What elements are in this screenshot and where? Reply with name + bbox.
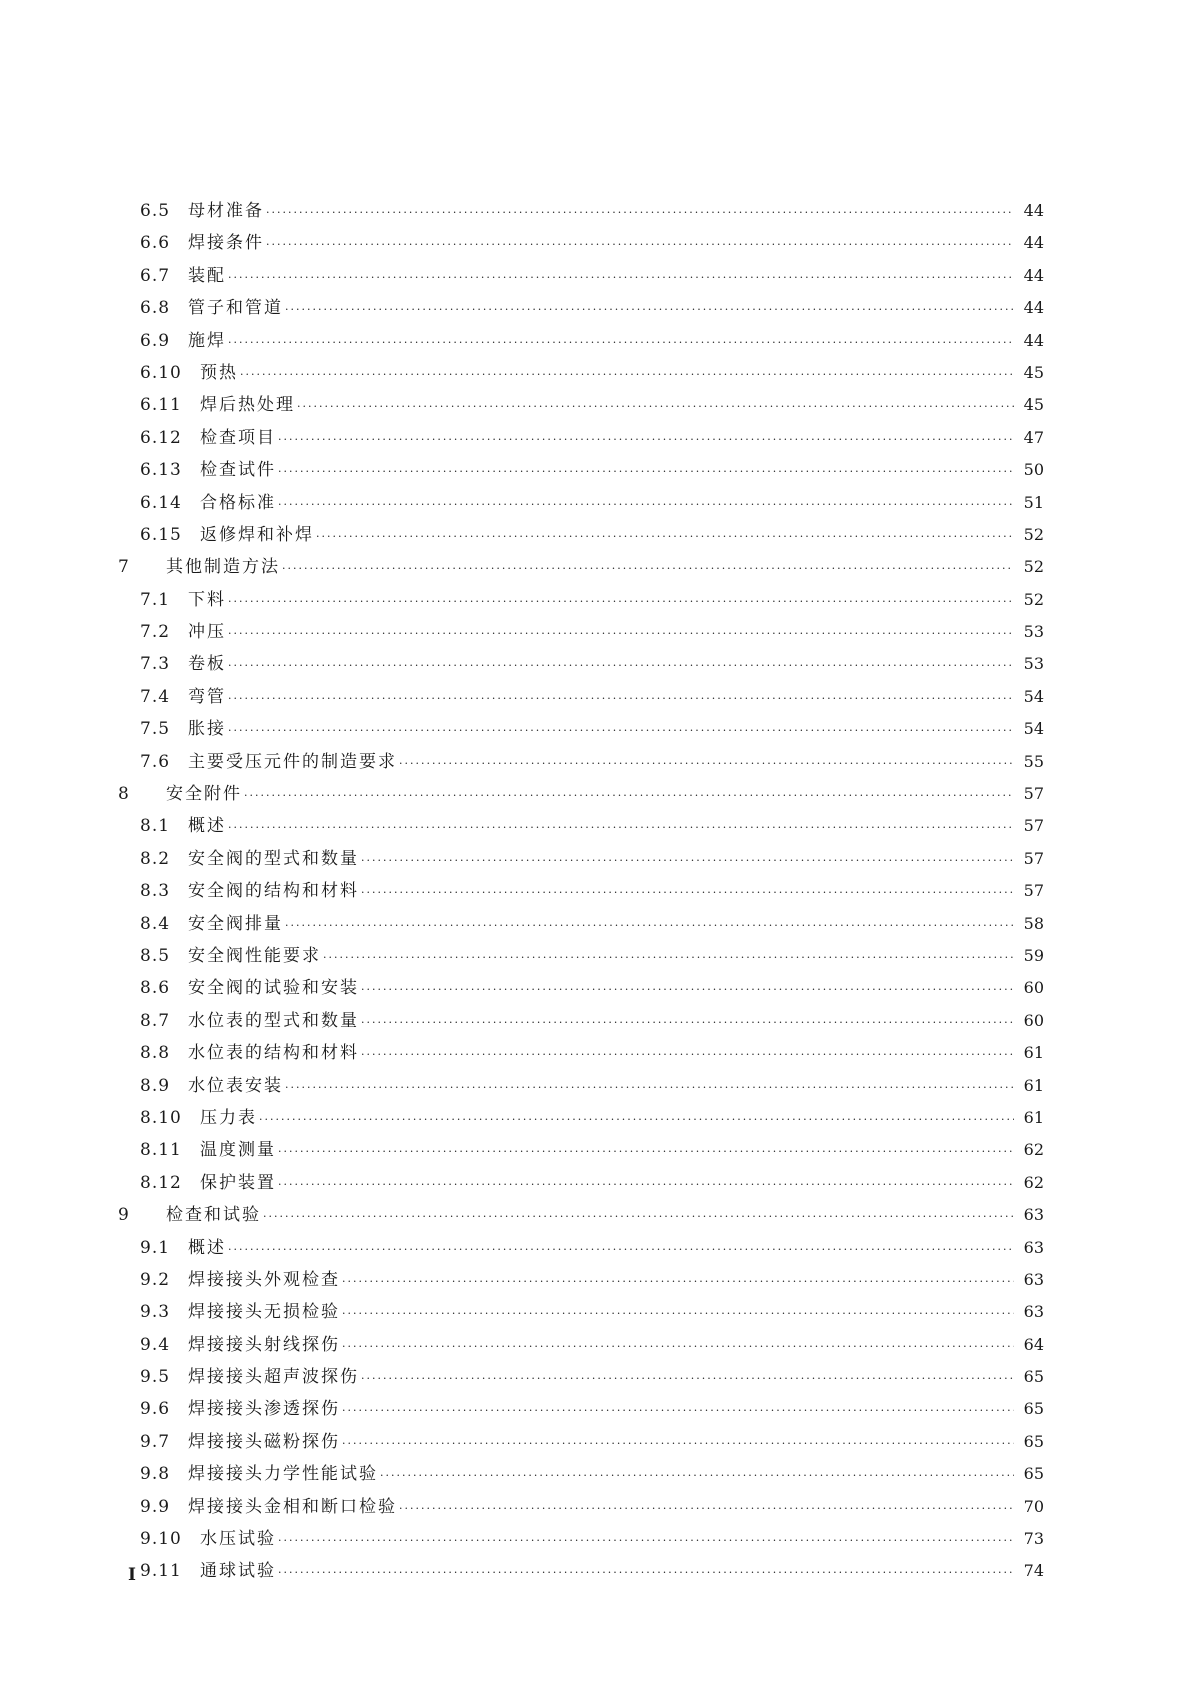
toc-entry-number: 9.3 (140, 1302, 171, 1323)
toc-entry-title: 其他制造方法 (166, 557, 280, 578)
toc-entry-number: 8.9 (140, 1075, 171, 1096)
toc-entry-number: 8.4 (140, 913, 171, 934)
dot-leader (228, 692, 1014, 705)
toc-entry-page: 64 (1023, 1334, 1044, 1354)
dot-leader (285, 1081, 1014, 1094)
dot-leader (228, 659, 1014, 672)
toc-entry-title: 焊接接头射线探伤 (188, 1334, 340, 1355)
toc-entry (118, 423, 1044, 455)
toc-entry-page: 61 (1023, 1043, 1044, 1063)
toc-entry-number: 8.5 (140, 945, 171, 966)
toc-entry-number: 9.5 (140, 1367, 171, 1388)
toc-entry-title: 焊接接头渗透探伤 (188, 1399, 340, 1420)
toc-entry (118, 1168, 1044, 1200)
toc-entry-page: 57 (1023, 881, 1044, 901)
toc-entry-title: 检查试件 (200, 460, 276, 481)
toc-entry (118, 488, 1044, 520)
toc-entry-number: 6.6 (140, 233, 171, 254)
toc-entry-number: 7.5 (140, 719, 171, 740)
dot-leader (263, 1210, 1014, 1223)
toc-entry-title: 通球试验 (200, 1561, 276, 1582)
toc-entry-title: 安全阀性能要求 (188, 945, 321, 966)
dot-leader (278, 1178, 1014, 1191)
toc-entry-page: 59 (1023, 945, 1044, 965)
toc-entry (118, 876, 1044, 908)
toc-entry-page: 61 (1023, 1075, 1044, 1095)
toc-entry-page: 63 (1023, 1205, 1044, 1225)
dot-leader (316, 530, 1014, 543)
toc-entry-page: 52 (1023, 524, 1044, 544)
toc-entry (118, 973, 1044, 1005)
toc-entry (118, 552, 1044, 584)
toc-entry-page: 44 (1023, 265, 1044, 285)
toc-entry (118, 779, 1044, 811)
toc-entry-title: 母材准备 (188, 201, 264, 221)
toc-entry-number: 6.11 (140, 395, 182, 416)
toc-entry-page: 62 (1023, 1172, 1044, 1192)
toc-entry-title: 概述 (188, 816, 226, 837)
toc-entry-page: 55 (1023, 751, 1044, 771)
dot-leader (361, 983, 1014, 996)
toc-entry (118, 1362, 1044, 1394)
toc-entry-title: 压力表 (200, 1107, 257, 1128)
toc-entry (118, 390, 1044, 422)
toc-entry-title: 水位表的结构和材料 (188, 1043, 359, 1064)
dot-leader (285, 919, 1014, 932)
toc-entry-number: 8.3 (140, 881, 171, 902)
toc-entry (118, 682, 1044, 714)
toc-entry-page: 65 (1023, 1399, 1044, 1419)
toc-entry (118, 358, 1044, 390)
toc-entry-page: 57 (1023, 848, 1044, 868)
toc-entry (118, 1071, 1044, 1103)
toc-entry-title: 温度测量 (200, 1140, 276, 1161)
dot-leader (278, 498, 1014, 511)
toc-entry-number: 8.2 (140, 848, 171, 869)
dot-leader (399, 1502, 1014, 1515)
toc-entry (118, 261, 1044, 293)
toc-entry-number: 9 (118, 1205, 130, 1226)
table-of-contents (118, 196, 1044, 1589)
toc-entry (118, 714, 1044, 746)
toc-entry-number: 7.6 (140, 751, 171, 772)
dot-leader (361, 1016, 1014, 1029)
toc-entry-page: 54 (1023, 719, 1044, 739)
toc-entry-page: 65 (1023, 1464, 1044, 1484)
toc-entry-page: 53 (1023, 622, 1044, 642)
toc-entry-number: 7.3 (140, 654, 171, 675)
toc-entry-title: 合格标准 (200, 492, 276, 513)
dot-leader (259, 1113, 1014, 1126)
dot-leader (399, 757, 1014, 770)
toc-entry-page: 61 (1023, 1107, 1044, 1127)
toc-entry (118, 909, 1044, 941)
toc-entry (118, 520, 1044, 552)
dot-leader (228, 821, 1014, 834)
toc-entry-page: 44 (1023, 201, 1044, 220)
toc-entry-title: 保护装置 (200, 1172, 276, 1193)
toc-entry-number: 6.14 (140, 492, 182, 513)
toc-entry-page: 60 (1023, 978, 1044, 998)
dot-leader (342, 1404, 1014, 1417)
toc-entry-number: 6.13 (140, 460, 182, 481)
dot-leader (297, 400, 1014, 413)
toc-entry-number: 6.7 (140, 265, 171, 286)
toc-entry-number: 6.10 (140, 362, 182, 383)
dot-leader (361, 1372, 1014, 1385)
toc-entry (118, 293, 1044, 325)
toc-entry-number: 7.1 (140, 589, 171, 610)
toc-entry-number: 7 (118, 557, 130, 578)
dot-leader (228, 336, 1014, 349)
toc-entry-title: 水压试验 (200, 1529, 276, 1550)
toc-entry-number: 8.7 (140, 1010, 171, 1031)
dot-leader (278, 1145, 1014, 1158)
toc-entry-page: 73 (1023, 1529, 1044, 1549)
toc-entry-number: 9.7 (140, 1431, 171, 1452)
toc-entry (118, 196, 1044, 228)
toc-entry-page: 57 (1023, 816, 1044, 836)
toc-entry-title: 概述 (188, 1237, 226, 1258)
toc-entry-number: 9.11 (140, 1561, 182, 1582)
toc-entry-title: 检查和试验 (166, 1205, 261, 1226)
toc-entry-page: 65 (1023, 1367, 1044, 1387)
dot-leader (228, 627, 1014, 640)
toc-entry-title: 安全阀排量 (188, 913, 283, 934)
toc-entry-title: 安全阀的结构和材料 (188, 881, 359, 902)
toc-entry-page: 63 (1023, 1237, 1044, 1257)
toc-entry (118, 1297, 1044, 1329)
toc-entry-title: 预热 (200, 362, 238, 383)
toc-entry-title: 返修焊和补焊 (200, 524, 314, 545)
toc-entry-page: 45 (1023, 395, 1044, 415)
dot-leader (266, 238, 1014, 251)
toc-entry-number: 9.6 (140, 1399, 171, 1420)
toc-entry-page: 74 (1023, 1561, 1044, 1581)
toc-entry-page: 57 (1023, 784, 1044, 804)
dot-leader (228, 271, 1014, 284)
toc-entry-page: 51 (1023, 492, 1044, 512)
toc-entry-page: 63 (1023, 1302, 1044, 1322)
toc-entry-number: 8.6 (140, 978, 171, 999)
toc-entry (118, 747, 1044, 779)
toc-entry-number: 6.9 (140, 330, 171, 351)
toc-entry-page: 44 (1023, 298, 1044, 318)
toc-entry (118, 1006, 1044, 1038)
toc-entry (118, 844, 1044, 876)
dot-leader (278, 465, 1014, 478)
toc-entry-number: 6.15 (140, 524, 182, 545)
toc-entry-title: 焊后热处理 (200, 395, 295, 416)
toc-entry (118, 1459, 1044, 1491)
toc-entry-title: 检查项目 (200, 427, 276, 448)
toc-entry-title: 装配 (188, 265, 226, 286)
toc-entry (118, 1233, 1044, 1265)
toc-entry (118, 455, 1044, 487)
toc-entry-number: 9.1 (140, 1237, 171, 1258)
dot-leader (278, 1534, 1014, 1547)
toc-entry-page: 47 (1023, 427, 1044, 447)
toc-entry (118, 617, 1044, 649)
toc-entry-page: 45 (1023, 362, 1044, 382)
toc-entry-title: 安全阀的试验和安装 (188, 978, 359, 999)
dot-leader (278, 1566, 1014, 1579)
dot-leader (361, 1048, 1014, 1061)
toc-entry-title: 施焊 (188, 330, 226, 351)
toc-entry-title: 水位表的型式和数量 (188, 1010, 359, 1031)
dot-leader (228, 1243, 1014, 1256)
toc-entry-number: 9.8 (140, 1464, 171, 1485)
toc-entry-title: 管子和管道 (188, 298, 283, 319)
toc-entry-number: 8.1 (140, 816, 171, 837)
dot-leader (240, 368, 1014, 381)
toc-entry-title: 冲压 (188, 622, 226, 643)
toc-entry (118, 1492, 1044, 1524)
toc-entry-title: 焊接接头力学性能试验 (188, 1464, 378, 1485)
toc-entry-title: 焊接条件 (188, 233, 264, 254)
toc-entry-title: 卷板 (188, 654, 226, 675)
toc-entry-page: 60 (1023, 1010, 1044, 1030)
toc-entry-title: 安全附件 (166, 784, 242, 805)
dot-leader (228, 595, 1014, 608)
toc-entry (118, 1135, 1044, 1167)
toc-entry-page: 70 (1023, 1496, 1044, 1516)
toc-entry-number: 8 (118, 784, 130, 805)
toc-entry-number: 7.2 (140, 622, 171, 643)
toc-entry (118, 1200, 1044, 1232)
toc-entry-page: 52 (1023, 557, 1044, 577)
dot-leader (323, 951, 1014, 964)
toc-entry-page: 54 (1023, 686, 1044, 706)
toc-entry-title: 焊接接头超声波探伤 (188, 1367, 359, 1388)
toc-entry-title: 焊接接头磁粉探伤 (188, 1431, 340, 1452)
toc-entry-title: 安全阀的型式和数量 (188, 848, 359, 869)
toc-entry (118, 811, 1044, 843)
toc-entry-number: 9.10 (140, 1529, 182, 1550)
toc-entry-page: 53 (1023, 654, 1044, 674)
toc-entry-number: 8.12 (140, 1172, 182, 1193)
toc-entry (118, 326, 1044, 358)
toc-entry (118, 941, 1044, 973)
toc-entry-title: 主要受压元件的制造要求 (188, 751, 397, 772)
dot-leader (342, 1275, 1014, 1288)
toc-entry-title: 焊接接头金相和断口检验 (188, 1496, 397, 1517)
toc-entry (118, 1038, 1044, 1070)
toc-entry-page: 62 (1023, 1140, 1044, 1160)
toc-entry (118, 1394, 1044, 1426)
toc-entry-title: 下料 (188, 589, 226, 610)
dot-leader (342, 1340, 1014, 1353)
dot-leader (342, 1437, 1014, 1450)
toc-entry (118, 1427, 1044, 1459)
page-folio: I (128, 1565, 136, 1585)
toc-entry-number: 8.10 (140, 1107, 182, 1128)
toc-entry-title: 焊接接头外观检查 (188, 1269, 340, 1290)
toc-entry-title: 弯管 (188, 686, 226, 707)
toc-entry-number: 8.11 (140, 1140, 182, 1161)
toc-entry (118, 228, 1044, 260)
toc-entry-page: 58 (1023, 913, 1044, 933)
toc-entry-title: 水位表安装 (188, 1075, 283, 1096)
toc-entry-page: 65 (1023, 1431, 1044, 1451)
dot-leader (228, 724, 1014, 737)
toc-entry-page: 44 (1023, 233, 1044, 253)
dot-leader (380, 1469, 1014, 1482)
dot-leader (244, 789, 1014, 802)
toc-entry (118, 1103, 1044, 1135)
toc-entry-page: 44 (1023, 330, 1044, 350)
toc-entry-number: 9.9 (140, 1496, 171, 1517)
dot-leader (285, 303, 1014, 316)
toc-entry-title: 焊接接头无损检验 (188, 1302, 340, 1323)
toc-entry-number: 6.8 (140, 298, 171, 319)
toc-entry-number: 9.4 (140, 1334, 171, 1355)
dot-leader (282, 562, 1014, 575)
toc-entry (118, 1330, 1044, 1362)
dot-leader (278, 433, 1014, 446)
toc-entry-number: 6.12 (140, 427, 182, 448)
toc-entry-number: 9.2 (140, 1269, 171, 1290)
toc-entry-page: 52 (1023, 589, 1044, 609)
toc-entry (118, 1524, 1044, 1556)
toc-entry-page: 63 (1023, 1269, 1044, 1289)
toc-entry-page: 50 (1023, 460, 1044, 480)
toc-entry (118, 1556, 1044, 1588)
toc-entry-number: 7.4 (140, 686, 171, 707)
dot-leader (361, 886, 1014, 899)
toc-entry-number: 8.8 (140, 1043, 171, 1064)
toc-entry (118, 1265, 1044, 1297)
dot-leader (266, 206, 1014, 219)
dot-leader (342, 1307, 1014, 1320)
toc-entry-title: 胀接 (188, 719, 226, 740)
dot-leader (361, 854, 1014, 867)
toc-entry (118, 585, 1044, 617)
toc-entry (118, 649, 1044, 681)
toc-entry-number: 6.5 (140, 201, 171, 221)
